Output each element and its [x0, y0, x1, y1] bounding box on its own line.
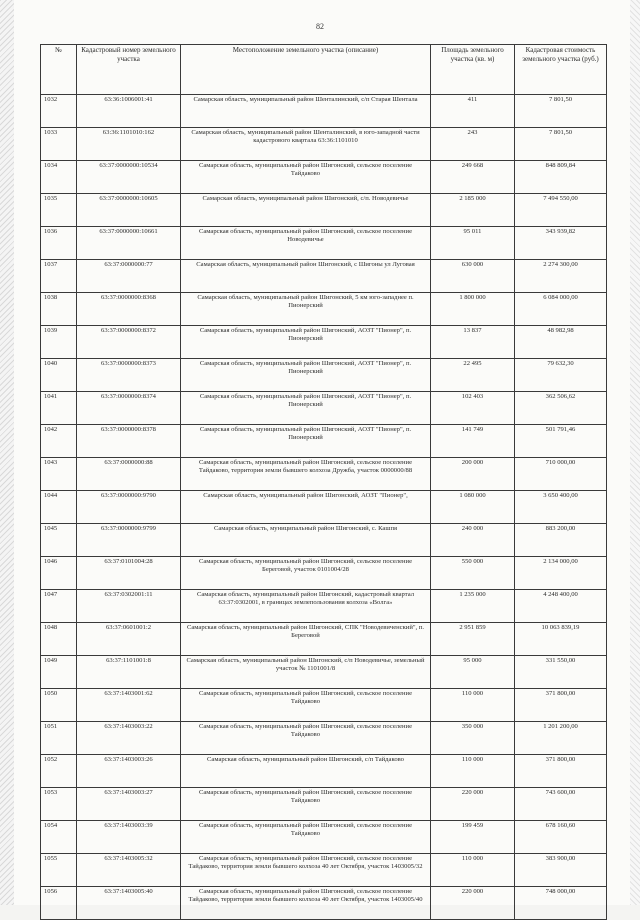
- row-number: 1045: [41, 524, 77, 557]
- location-description: Самарская область, муниципальный район Шигонский, с/п. Новодевичье: [181, 194, 431, 227]
- row-number: 1041: [41, 392, 77, 425]
- location-description: Самарская область, муниципальный район Шенталинский, с/п Старая Шентала: [181, 95, 431, 128]
- cadastral-value: 4 248 400,00: [515, 590, 607, 623]
- table-row: [41, 656, 607, 689]
- table-body: [41, 95, 607, 920]
- land-area: 2 951 859: [431, 623, 515, 656]
- page-number: 82: [316, 22, 324, 31]
- land-area: 13 837: [431, 326, 515, 359]
- location-description: Самарская область, муниципальный район Шигонский, сельское поселение Тайдаково: [181, 722, 431, 755]
- land-area: 110 000: [431, 755, 515, 788]
- header-num: №: [41, 45, 77, 95]
- location-description: Самарская область, муниципальный район Шигонский, кадастровый квартал 63:37:0302001, в границах землепользования колхоза «Волга»: [181, 590, 431, 623]
- row-number: 1051: [41, 722, 77, 755]
- cadastral-value: 331 550,00: [515, 656, 607, 689]
- cadastral-value: 79 632,30: [515, 359, 607, 392]
- cadastral-value: 748 000,00: [515, 887, 607, 920]
- land-area: 249 668: [431, 161, 515, 194]
- table-row: [41, 689, 607, 722]
- table-row: [41, 557, 607, 590]
- land-area: 2 185 000: [431, 194, 515, 227]
- cadastral-number: 63:37:0000000:8372: [77, 326, 181, 359]
- cadastral-number: 63:37:1403005:40: [77, 887, 181, 920]
- cadastral-value: 678 160,60: [515, 821, 607, 854]
- land-area: 240 000: [431, 524, 515, 557]
- cadastral-value: 7 801,50: [515, 128, 607, 161]
- cadastral-value: 48 982,98: [515, 326, 607, 359]
- cadastral-number: 63:37:1403001:62: [77, 689, 181, 722]
- table-row: [41, 227, 607, 260]
- location-description: Самарская область, муниципальный район Шигонский, сельское поселение Тайдаково, территория земли бывшего колхоза 40 лет Октября, участок 1403005/40: [181, 887, 431, 920]
- cadastral-number: 63:37:0000000:10661: [77, 227, 181, 260]
- row-number: 1053: [41, 788, 77, 821]
- header-cadastral-number: Кадастровый номер земельного участка: [77, 45, 181, 95]
- row-number: 1056: [41, 887, 77, 920]
- header-area: Площадь земельного участка (кв. м): [431, 45, 515, 95]
- row-number: 1035: [41, 194, 77, 227]
- row-number: 1052: [41, 755, 77, 788]
- location-description: Самарская область, муниципальный район Шигонский, сельское поселение Тайдаково, территория земли бывшего колхоза Дружба, участок 0000000/88: [181, 458, 431, 491]
- land-area: 110 000: [431, 689, 515, 722]
- row-number: 1050: [41, 689, 77, 722]
- location-description: Самарская область, муниципальный район Шигонский, сельское поселение Тайдаково: [181, 161, 431, 194]
- cadastral-number: 63:37:1101001:8: [77, 656, 181, 689]
- location-description: Самарская область, муниципальный район Шигонский, сельское поселение Тайдаково: [181, 821, 431, 854]
- row-number: 1048: [41, 623, 77, 656]
- table-header-row: [41, 45, 607, 95]
- location-description: Самарская область, муниципальный район Шигонский, АОЗТ "Пионер", п. Пионерский: [181, 425, 431, 458]
- table-row: [41, 194, 607, 227]
- location-description: Самарская область, муниципальный район Шигонский, сельское поселение Новодевичье: [181, 227, 431, 260]
- row-number: 1032: [41, 95, 77, 128]
- table-row: [41, 293, 607, 326]
- cadastral-number: 63:37:0000000:9799: [77, 524, 181, 557]
- cadastral-value: 6 084 000,00: [515, 293, 607, 326]
- cadastral-value: 743 600,00: [515, 788, 607, 821]
- land-area: 220 000: [431, 887, 515, 920]
- table-row: [41, 260, 607, 293]
- table-row: [41, 425, 607, 458]
- cadastral-value: 1 201 200,00: [515, 722, 607, 755]
- cadastral-value: 848 809,84: [515, 161, 607, 194]
- cadastral-value: 3 650 400,00: [515, 491, 607, 524]
- row-number: 1038: [41, 293, 77, 326]
- location-description: Самарская область, муниципальный район Шигонский, сельское поселение Тайдаково, территория земли бывшего колхоза 40 лет Октября, участок 1403005/32: [181, 854, 431, 887]
- location-description: Самарская область, муниципальный район Шигонский, СПК "Новодевиченский", п. Береговой: [181, 623, 431, 656]
- table-row: [41, 392, 607, 425]
- land-area: 1 235 000: [431, 590, 515, 623]
- cadastral-number: 63:37:0601001:2: [77, 623, 181, 656]
- land-area: 102 403: [431, 392, 515, 425]
- cadastral-number: 63:37:0000000:10605: [77, 194, 181, 227]
- cadastral-number: 63:37:0000000:8378: [77, 425, 181, 458]
- cadastral-value: 10 063 839,19: [515, 623, 607, 656]
- cadastral-number: 63:36:1006001:41: [77, 95, 181, 128]
- cadastral-value: 7 494 550,00: [515, 194, 607, 227]
- table-row: [41, 854, 607, 887]
- row-number: 1039: [41, 326, 77, 359]
- table-row: [41, 161, 607, 194]
- land-area: 550 000: [431, 557, 515, 590]
- table-row: [41, 788, 607, 821]
- location-description: Самарская область, муниципальный район Шенталинский, в юго-западной части кадастрового квартала 63:36:1101010: [181, 128, 431, 161]
- land-area: 1 800 000: [431, 293, 515, 326]
- row-number: 1047: [41, 590, 77, 623]
- location-description: Самарская область, муниципальный район Шигонский, АОЗТ "Пионер",: [181, 491, 431, 524]
- table-row: [41, 623, 607, 656]
- cadastral-value: 371 800,00: [515, 689, 607, 722]
- cadastral-value: 2 274 300,00: [515, 260, 607, 293]
- land-area: 630 000: [431, 260, 515, 293]
- row-number: 1054: [41, 821, 77, 854]
- cadastral-number: 63:37:0000000:10534: [77, 161, 181, 194]
- header-value: Кадастровая стоимость земельного участка (руб.): [515, 45, 607, 95]
- location-description: Самарская область, муниципальный район Шигонский, с/п Тайдаково: [181, 755, 431, 788]
- location-description: Самарская область, муниципальный район Шигонский, 5 км юго-западнее п. Пионерский: [181, 293, 431, 326]
- cadastral-number: 63:37:0000000:88: [77, 458, 181, 491]
- cadastral-number: 63:37:0000000:8368: [77, 293, 181, 326]
- location-description: Самарская область, муниципальный район Шигонский, сельское поселение Тайдаково: [181, 689, 431, 722]
- cadastral-number: 63:37:0000000:77: [77, 260, 181, 293]
- location-description: Самарская область, муниципальный район Шигонский, АОЗТ "Пионер", п. Пионерский: [181, 392, 431, 425]
- row-number: 1043: [41, 458, 77, 491]
- cadastral-value: 371 800,00: [515, 755, 607, 788]
- table-row: [41, 95, 607, 128]
- land-area: 411: [431, 95, 515, 128]
- table-row: [41, 491, 607, 524]
- cadastral-number: 63:36:1101010:162: [77, 128, 181, 161]
- row-number: 1049: [41, 656, 77, 689]
- cadastral-number: 63:37:1403003:39: [77, 821, 181, 854]
- location-description: Самарская область, муниципальный район Шигонский, с. Кашпя: [181, 524, 431, 557]
- table-row: [41, 590, 607, 623]
- cadastral-number: 63:37:0000000:9790: [77, 491, 181, 524]
- location-description: Самарская область, муниципальный район Шигонский, АОЗТ "Пионер", п. Пионерский: [181, 326, 431, 359]
- row-number: 1036: [41, 227, 77, 260]
- row-number: 1034: [41, 161, 77, 194]
- location-description: Самарская область, муниципальный район Шигонский, АОЗТ "Пионер", п. Пионерский: [181, 359, 431, 392]
- scan-edge-right: [630, 0, 640, 905]
- row-number: 1042: [41, 425, 77, 458]
- cadastral-number: 63:37:0302001:11: [77, 590, 181, 623]
- cadastral-number: 63:37:1403003:22: [77, 722, 181, 755]
- row-number: 1040: [41, 359, 77, 392]
- cadastral-number: 63:37:1403003:26: [77, 755, 181, 788]
- cadastral-value-table: [40, 44, 607, 920]
- land-area: 243: [431, 128, 515, 161]
- row-number: 1055: [41, 854, 77, 887]
- cadastral-value: 501 791,46: [515, 425, 607, 458]
- cadastral-value: 362 506,62: [515, 392, 607, 425]
- land-area: 95 000: [431, 656, 515, 689]
- cadastral-value: 710 000,00: [515, 458, 607, 491]
- location-description: Самарская область, муниципальный район Шигонский, с/п Новодевичье, земельный участок № 1101001/8: [181, 656, 431, 689]
- cadastral-value: 883 200,00: [515, 524, 607, 557]
- table-row: [41, 887, 607, 920]
- table-row: [41, 722, 607, 755]
- land-area: 199 459: [431, 821, 515, 854]
- scan-edge-left: [0, 0, 14, 905]
- land-area: 110 000: [431, 854, 515, 887]
- cadastral-number: 63:37:0000000:8374: [77, 392, 181, 425]
- land-area: 141 749: [431, 425, 515, 458]
- land-area: 350 000: [431, 722, 515, 755]
- land-area: 1 080 000: [431, 491, 515, 524]
- table-row: [41, 128, 607, 161]
- table-row: [41, 359, 607, 392]
- cadastral-number: 63:37:0101004:28: [77, 557, 181, 590]
- location-description: Самарская область, муниципальный район Шигонский, сельское поселение Тайдаково: [181, 788, 431, 821]
- table-row: [41, 755, 607, 788]
- cadastral-value: 2 134 000,00: [515, 557, 607, 590]
- cadastral-number: 63:37:1403003:27: [77, 788, 181, 821]
- table-row: [41, 326, 607, 359]
- row-number: 1033: [41, 128, 77, 161]
- land-area: 95 011: [431, 227, 515, 260]
- cadastral-value: 383 900,00: [515, 854, 607, 887]
- cadastral-value: 7 801,50: [515, 95, 607, 128]
- row-number: 1037: [41, 260, 77, 293]
- table-row: [41, 524, 607, 557]
- row-number: 1046: [41, 557, 77, 590]
- land-area: 220 000: [431, 788, 515, 821]
- cadastral-value: 343 939,82: [515, 227, 607, 260]
- location-description: Самарская область, муниципальный район Шигонский, сельское поселение Береговой, участок 0101004/28: [181, 557, 431, 590]
- header-location: Местоположение земельного участка (описание): [181, 45, 431, 95]
- cadastral-number: 63:37:0000000:8373: [77, 359, 181, 392]
- cadastral-number: 63:37:1403005:32: [77, 854, 181, 887]
- table-row: [41, 458, 607, 491]
- land-area: 22 495: [431, 359, 515, 392]
- land-area: 200 000: [431, 458, 515, 491]
- row-number: 1044: [41, 491, 77, 524]
- location-description: Самарская область, муниципальный район Шигонский, с Шигоны ул Луговая: [181, 260, 431, 293]
- table-row: [41, 821, 607, 854]
